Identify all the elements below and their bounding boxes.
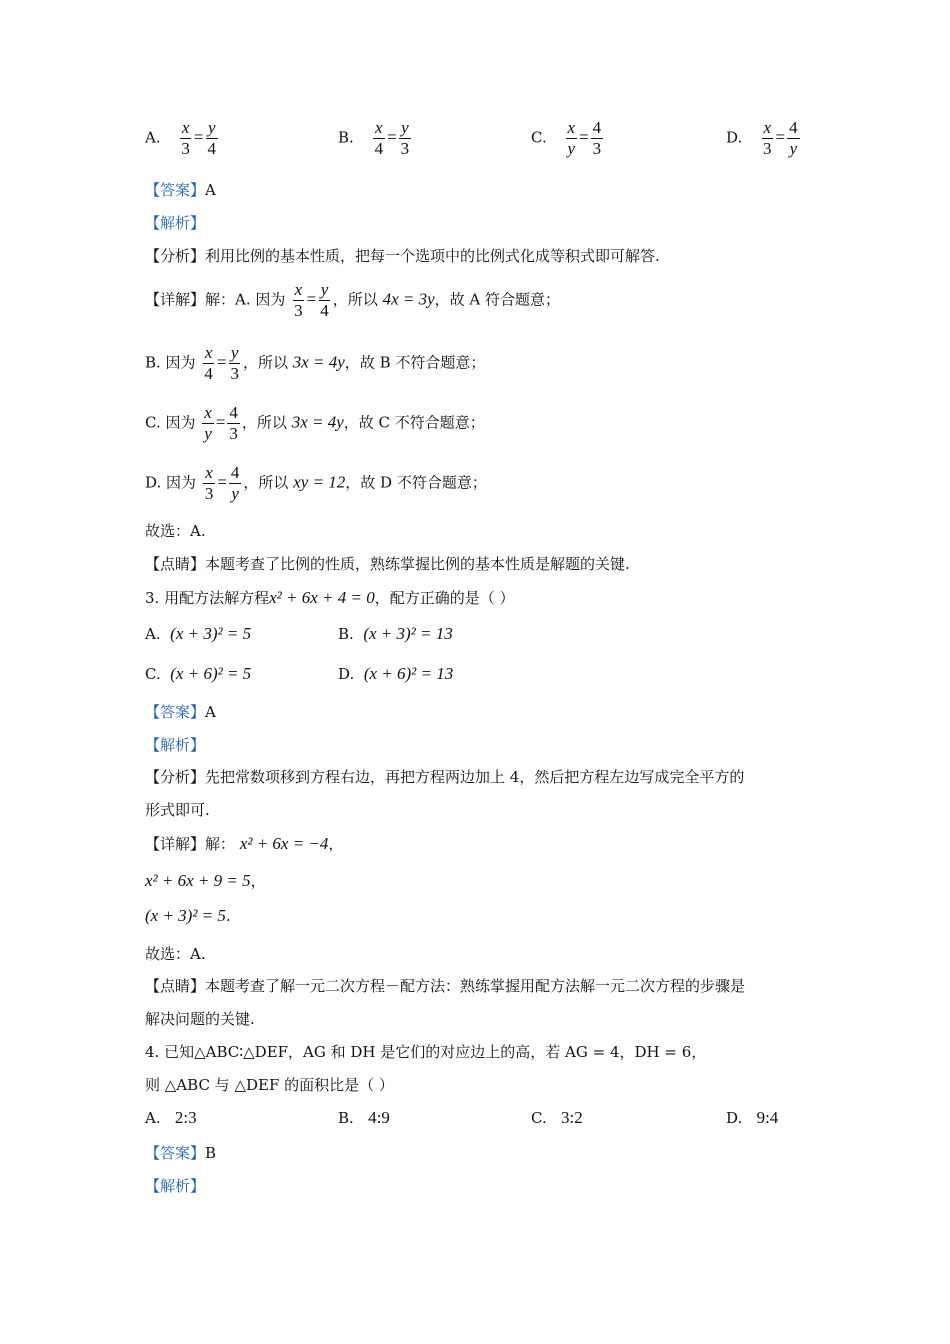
q3-option-a: A. (x + 3)² = 5 <box>145 624 252 643</box>
q2-fenxi: 【分析】利用比例的基本性质，把每一个选项中的比例式化成等积式即可解答. <box>145 247 660 265</box>
q3-fenxi-line1: 【分析】先把常数项移到方程右边，再把方程两边加上 4，然后把方程左边写成完全平方的 <box>145 768 745 786</box>
q2-detail-d: D. 因为 $\frac{x}{3}$ = $\frac{4}{y}$ ，所以 xy = 12，故 D 不符合题意； <box>145 463 487 503</box>
q3-detail-step1: 【详解】解： x² + 6x = −4， <box>145 834 344 853</box>
q4-option-a: A. 2:3 <box>145 1108 197 1127</box>
q2-option-c: C. $\frac{x}{y}$ = $\frac{4}{3}$ <box>531 118 602 158</box>
q3-fenxi-line2: 形式即可. <box>145 801 210 819</box>
q4-option-d: D. 9:4 <box>726 1108 779 1127</box>
q4-stem-line1: 4. 已知△ABC∶△DEF，AG 和 DH 是它们的对应边上的高，若 AG = 4，DH = 6， <box>145 1043 707 1061</box>
q3-answer: 【答案】A <box>145 703 216 721</box>
q2-option-d: D. $\frac{x}{3}$ = $\frac{4}{y}$ <box>726 118 798 158</box>
q2-detail-c: C. 因为 $\frac{x}{y}$ = $\frac{4}{3}$ ，所以 3x = 4y，故 C 不符合题意； <box>145 403 485 443</box>
q3-dianjing-line2: 解决问题的关键. <box>145 1010 255 1028</box>
q3-detail-step2: x² + 6x + 9 = 5， <box>145 871 266 890</box>
q4-analysis-heading: 【解析】 <box>145 1177 206 1195</box>
q4-answer: 【答案】B <box>145 1144 217 1162</box>
q2-detail-b: B. 因为 $\frac{x}{4}$ = $\frac{y}{3}$ ，所以 3x = 4y，故 B 不符合题意； <box>145 343 486 383</box>
q2-option-b: B. $\frac{x}{4}$ = $\frac{y}{3}$ <box>338 118 410 158</box>
q2-dianjing: 【点睛】本题考查了比例的性质，熟练掌握比例的基本性质是解题的关键. <box>145 555 630 573</box>
q3-choose: 故选：A. <box>145 945 206 963</box>
q2-analysis-heading: 【解析】 <box>145 214 206 232</box>
q3-option-b: B. (x + 3)² = 13 <box>338 624 453 643</box>
q3-option-c: C. (x + 6)² = 5 <box>145 664 252 683</box>
q3-dianjing-line1: 【点睛】本题考查了解一元二次方程－配方法：熟练掌握用配方法解一元二次方程的步骤是 <box>145 977 746 995</box>
q4-stem-line2: 则 △ABC 与 △DEF 的面积比是（ ） <box>145 1076 394 1094</box>
q3-option-d: D. (x + 6)² = 13 <box>338 664 454 683</box>
q3-analysis-heading: 【解析】 <box>145 736 206 754</box>
q4-option-b: B. 4:9 <box>338 1108 390 1127</box>
q3-detail-step3: (x + 3)² = 5. <box>145 906 231 925</box>
q3-stem: 3. 用配方法解方程x² + 6x + 4 = 0，配方正确的是（ ） <box>145 588 515 607</box>
q2-option-a: A. $\frac{x}{3}$ = $\frac{y}{4}$ <box>145 118 216 158</box>
q2-detail-a: 【详解】解：A. 因为 $\frac{x}{3}$ = $\frac{y}{4}$ ，所以 4x = 3y，故 A 符合题意； <box>145 280 560 320</box>
q4-option-c: C. 3:2 <box>531 1108 583 1127</box>
q2-choose: 故选：A. <box>145 522 206 540</box>
q2-answer: 【答案】A <box>145 181 216 199</box>
